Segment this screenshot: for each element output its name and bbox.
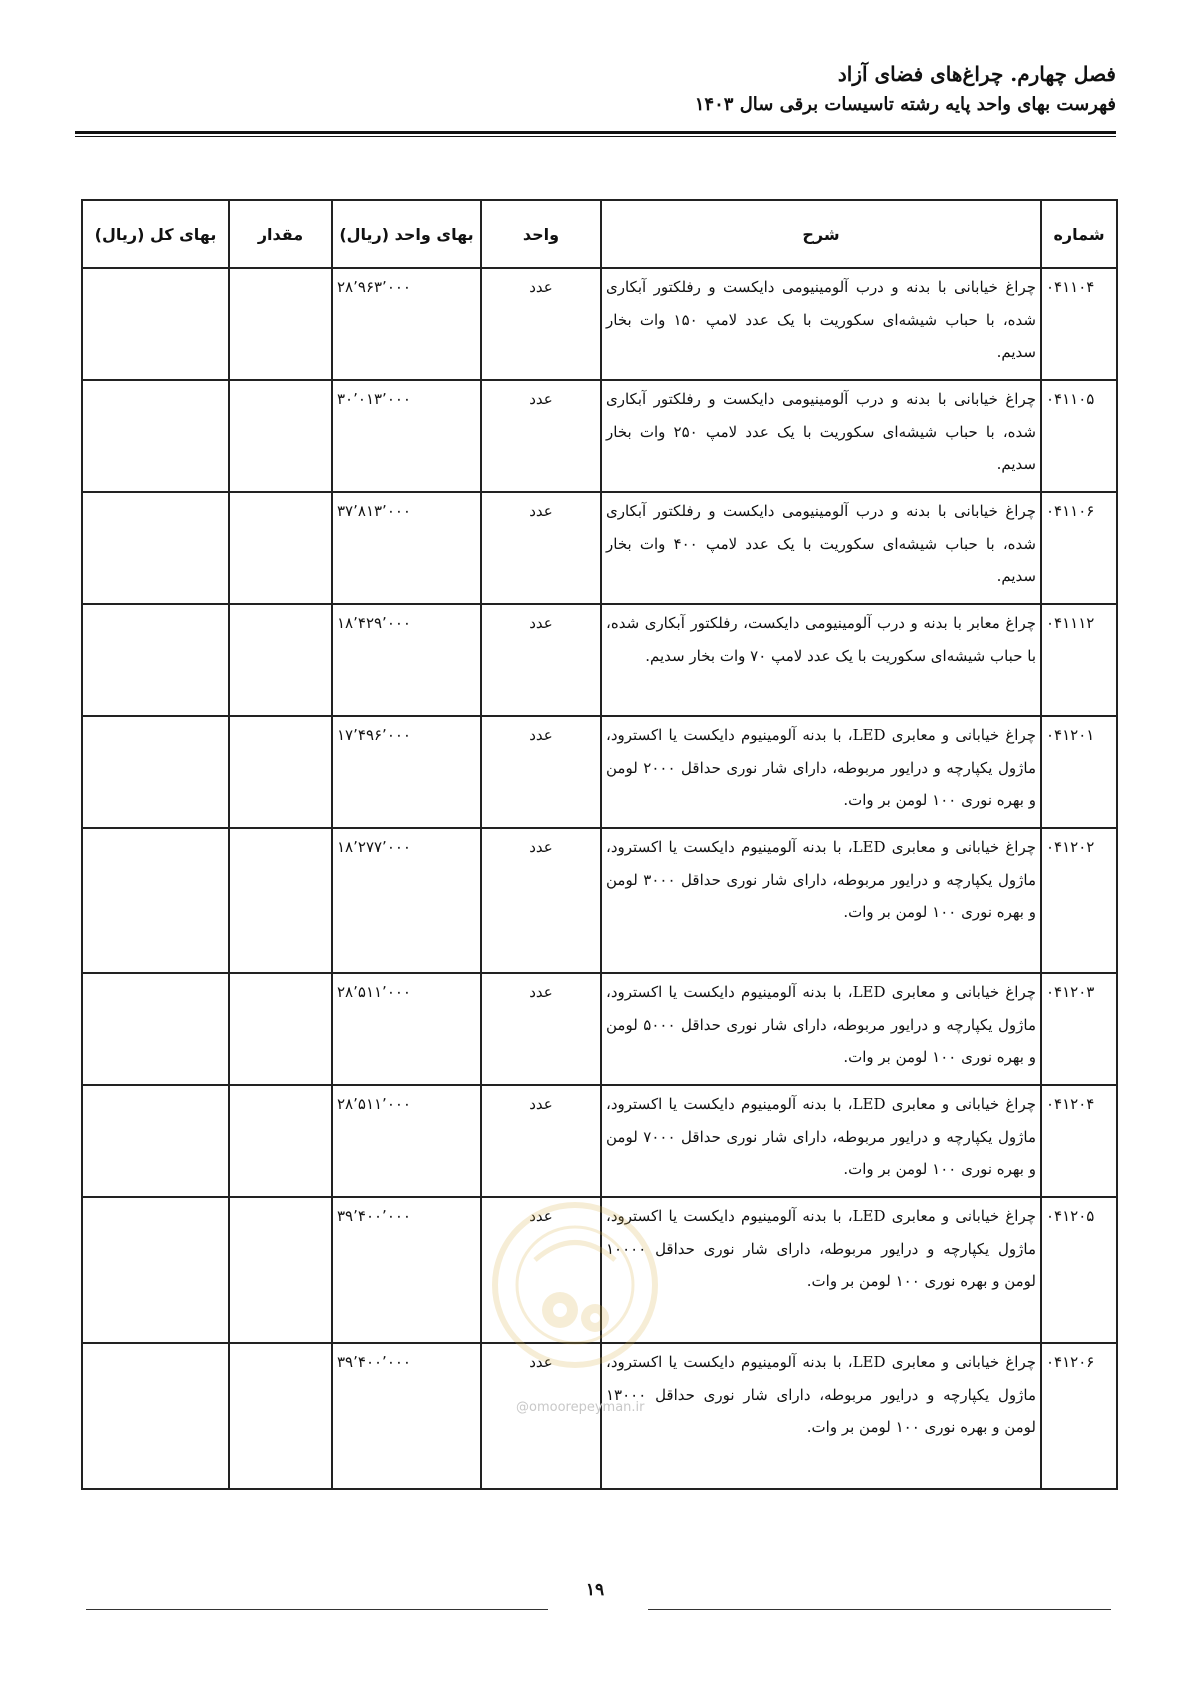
row-unit: عدد bbox=[481, 380, 601, 492]
row-unit: عدد bbox=[481, 716, 601, 828]
page-number: ۱۹ bbox=[585, 1580, 605, 1600]
table-row bbox=[82, 1085, 1117, 1197]
footer-rule-left bbox=[86, 1609, 548, 1610]
col-header-quantity: مقدار bbox=[229, 200, 332, 268]
row-total-price bbox=[82, 492, 229, 604]
row-unit-price: ۲۸٬۵۱۱٬۰۰۰ bbox=[332, 1085, 481, 1197]
row-unit-price: ۳۰٬۰۱۳٬۰۰۰ bbox=[332, 380, 481, 492]
row-description: چراغ خیابانی با بدنه و درب آلومینیومی دایکست و رفلکتور آبکاری شده، با حباب شیشه‌ای سکوریت با یک عدد لامپ ۲۵۰ وات بخار سدیم. bbox=[601, 380, 1041, 492]
row-total-price bbox=[82, 1343, 229, 1489]
price-list-table bbox=[81, 199, 1118, 1490]
table-row bbox=[82, 1343, 1117, 1489]
row-description: چراغ خیابانی و معابری LED، با بدنه آلومینیوم دایکست یا اکسترود، ماژول یکپارچه و درایور مربوطه، دارای شار نوری حداقل ۷۰۰۰ لومن و بهره نوری ۱۰۰ لومن بر وات. bbox=[601, 1085, 1041, 1197]
row-unit-price: ۳۷٬۸۱۳٬۰۰۰ bbox=[332, 492, 481, 604]
row-quantity bbox=[229, 604, 332, 716]
row-description: چراغ خیابانی و معابری LED، با بدنه آلومینیوم دایکست یا اکسترود، ماژول یکپارچه و درایور مربوطه، دارای شار نوری حداقل ۳۰۰۰ لومن و بهره نوری ۱۰۰ لومن بر وات. bbox=[601, 828, 1041, 973]
col-header-total-price: بهای کل (ریال) bbox=[82, 200, 229, 268]
chapter-title: فصل چهارم. چراغ‌های فضای آزاد bbox=[837, 62, 1116, 86]
row-total-price bbox=[82, 1197, 229, 1343]
row-quantity bbox=[229, 716, 332, 828]
row-unit-price: ۳۹٬۴۰۰٬۰۰۰ bbox=[332, 1343, 481, 1489]
row-code: ۰۴۱۲۰۶ bbox=[1041, 1343, 1117, 1489]
row-total-price bbox=[82, 268, 229, 380]
table-row bbox=[82, 380, 1117, 492]
row-unit-price: ۱۸٬۲۷۷٬۰۰۰ bbox=[332, 828, 481, 973]
row-unit: عدد bbox=[481, 268, 601, 380]
row-total-price bbox=[82, 716, 229, 828]
header-rule-thick bbox=[75, 131, 1116, 134]
row-description: چراغ خیابانی و معابری LED، با بدنه آلومینیوم دایکست یا اکسترود، ماژول یکپارچه و درایور مربوطه، دارای شار نوری حداقل ۵۰۰۰ لومن و بهره نوری ۱۰۰ لومن بر وات. bbox=[601, 973, 1041, 1085]
row-description: چراغ خیابانی و معابری LED، با بدنه آلومینیوم دایکست یا اکسترود، ماژول یکپارچه و درایور مربوطه، دارای شار نوری حداقل ۲۰۰۰ لومن و بهره نوری ۱۰۰ لومن بر وات. bbox=[601, 716, 1041, 828]
col-header-unit-price: بهای واحد (ریال) bbox=[332, 200, 481, 268]
row-unit: عدد bbox=[481, 1343, 601, 1489]
col-header-description: شرح bbox=[601, 200, 1041, 268]
row-total-price bbox=[82, 1085, 229, 1197]
row-unit: عدد bbox=[481, 828, 601, 973]
table-row bbox=[82, 828, 1117, 973]
row-unit-price: ۱۷٬۴۹۶٬۰۰۰ bbox=[332, 716, 481, 828]
row-unit: عدد bbox=[481, 604, 601, 716]
row-quantity bbox=[229, 973, 332, 1085]
row-description: چراغ معابر با بدنه و درب آلومینیومی دایکست، رفلکتور آبکاری شده، با حباب شیشه‌ای سکوریت با یک عدد لامپ ۷۰ وات بخار سدیم. bbox=[601, 604, 1041, 716]
table-row bbox=[82, 973, 1117, 1085]
row-total-price bbox=[82, 828, 229, 973]
row-quantity bbox=[229, 828, 332, 973]
row-description: چراغ خیابانی و معابری LED، با بدنه آلومینیوم دایکست یا اکسترود، ماژول یکپارچه و درایور مربوطه، دارای شار نوری حداقل ۱۳۰۰۰ لومن و بهره نوری ۱۰۰ لومن بر وات. bbox=[601, 1343, 1041, 1489]
row-unit: عدد bbox=[481, 1085, 601, 1197]
footer-rule-right bbox=[648, 1609, 1111, 1610]
row-total-price bbox=[82, 380, 229, 492]
row-total-price bbox=[82, 973, 229, 1085]
row-code: ۰۴۱۲۰۲ bbox=[1041, 828, 1117, 973]
row-unit-price: ۲۸٬۵۱۱٬۰۰۰ bbox=[332, 973, 481, 1085]
table-row bbox=[82, 268, 1117, 380]
row-quantity bbox=[229, 268, 332, 380]
row-total-price bbox=[82, 604, 229, 716]
row-description: چراغ خیابانی با بدنه و درب آلومینیومی دایکست و رفلکتور آبکاری شده، با حباب شیشه‌ای سکوریت با یک عدد لامپ ۴۰۰ وات بخار سدیم. bbox=[601, 492, 1041, 604]
row-unit: عدد bbox=[481, 492, 601, 604]
table-row bbox=[82, 716, 1117, 828]
page-header bbox=[76, 58, 1116, 120]
row-code: ۰۴۱۱۱۲ bbox=[1041, 604, 1117, 716]
row-quantity bbox=[229, 1197, 332, 1343]
table-header-row bbox=[82, 200, 1117, 268]
row-quantity bbox=[229, 380, 332, 492]
table-row bbox=[82, 492, 1117, 604]
header-rule-thin bbox=[75, 136, 1116, 137]
row-unit: عدد bbox=[481, 1197, 601, 1343]
row-code: ۰۴۱۲۰۱ bbox=[1041, 716, 1117, 828]
table-row bbox=[82, 1197, 1117, 1343]
watermark-text: @omoorepeyman.ir bbox=[516, 1400, 645, 1415]
row-quantity bbox=[229, 1343, 332, 1489]
row-quantity bbox=[229, 1085, 332, 1197]
col-header-unit: واحد bbox=[481, 200, 601, 268]
document-title: فهرست بهای واحد پایه رشته تاسیسات برقی سال ۱۴۰۳ bbox=[694, 94, 1116, 115]
row-code: ۰۴۱۱۰۶ bbox=[1041, 492, 1117, 604]
row-code: ۰۴۱۱۰۵ bbox=[1041, 380, 1117, 492]
row-code: ۰۴۱۲۰۴ bbox=[1041, 1085, 1117, 1197]
col-header-code: شماره bbox=[1041, 200, 1117, 268]
row-code: ۰۴۱۱۰۴ bbox=[1041, 268, 1117, 380]
row-unit: عدد bbox=[481, 973, 601, 1085]
row-unit-price: ۳۹٬۴۰۰٬۰۰۰ bbox=[332, 1197, 481, 1343]
row-code: ۰۴۱۲۰۵ bbox=[1041, 1197, 1117, 1343]
table-row bbox=[82, 604, 1117, 716]
row-description: چراغ خیابانی با بدنه و درب آلومینیومی دایکست و رفلکتور آبکاری شده، با حباب شیشه‌ای سکوریت با یک عدد لامپ ۱۵۰ وات بخار سدیم. bbox=[601, 268, 1041, 380]
row-quantity bbox=[229, 492, 332, 604]
row-code: ۰۴۱۲۰۳ bbox=[1041, 973, 1117, 1085]
row-description: چراغ خیابانی و معابری LED، با بدنه آلومینیوم دایکست یا اکسترود، ماژول یکپارچه و درایور مربوطه، دارای شار نوری حداقل ۱۰۰۰۰ لومن و بهره نوری ۱۰۰ لومن بر وات. bbox=[601, 1197, 1041, 1343]
row-unit-price: ۱۸٬۴۲۹٬۰۰۰ bbox=[332, 604, 481, 716]
row-unit-price: ۲۸٬۹۶۳٬۰۰۰ bbox=[332, 268, 481, 380]
